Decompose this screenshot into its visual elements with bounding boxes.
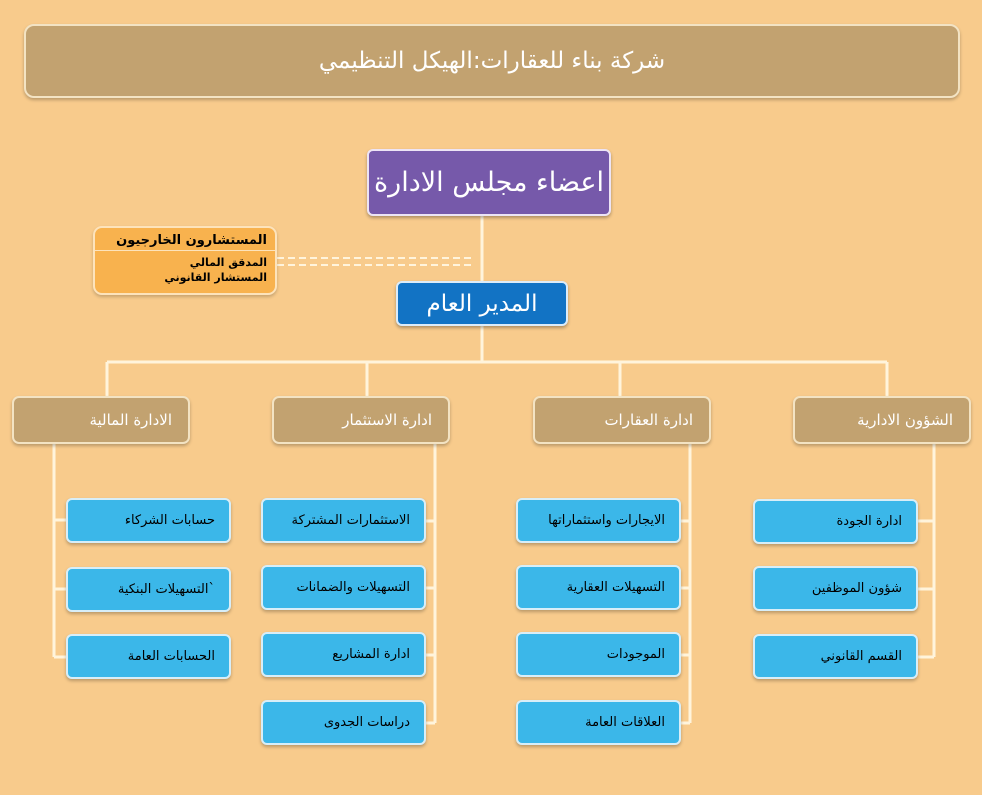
sub-unit-box: التسهيلات والضمانات xyxy=(261,565,426,610)
department-real-estate: ادارة العقارات xyxy=(533,396,711,444)
consultants-title: المستشارون الخارجيون xyxy=(95,228,275,251)
department-finance: الادارة المالية xyxy=(12,396,190,444)
board-of-directors-box: اعضاء مجلس الادارة xyxy=(367,149,611,216)
sub-unit-box: الحسابات العامة xyxy=(66,634,231,679)
sub-unit-box: الاستثمارات المشتركة xyxy=(261,498,426,543)
consultant-item: المستشار القانوني xyxy=(164,271,267,284)
general-manager-box: المدير العام xyxy=(396,281,568,326)
sub-unit-box: شؤون الموظفين xyxy=(753,566,918,611)
sub-unit-box: `التسهيلات البنكية xyxy=(66,567,231,612)
department-administration: الشؤون الادارية xyxy=(793,396,971,444)
page-title: شركة بناء للعقارات:الهيكل التنظيمي xyxy=(24,24,960,98)
sub-unit-box: دراسات الجدوى xyxy=(261,700,426,745)
department-investment: ادارة الاستثمار xyxy=(272,396,450,444)
sub-unit-box: الايجارات واستثماراتها xyxy=(516,498,681,543)
sub-unit-box: ادارة المشاريع xyxy=(261,632,426,677)
sub-unit-box: التسهيلات العقارية xyxy=(516,565,681,610)
sub-unit-box: العلاقات العامة xyxy=(516,700,681,745)
external-consultants-box xyxy=(93,226,277,295)
sub-unit-box: القسم القانوني xyxy=(753,634,918,679)
sub-unit-box: ادارة الجودة xyxy=(753,499,918,544)
sub-unit-box: حسابات الشركاء xyxy=(66,498,231,543)
sub-unit-box: الموجودات xyxy=(516,632,681,677)
consultant-item: المدقق المالي xyxy=(189,256,267,269)
